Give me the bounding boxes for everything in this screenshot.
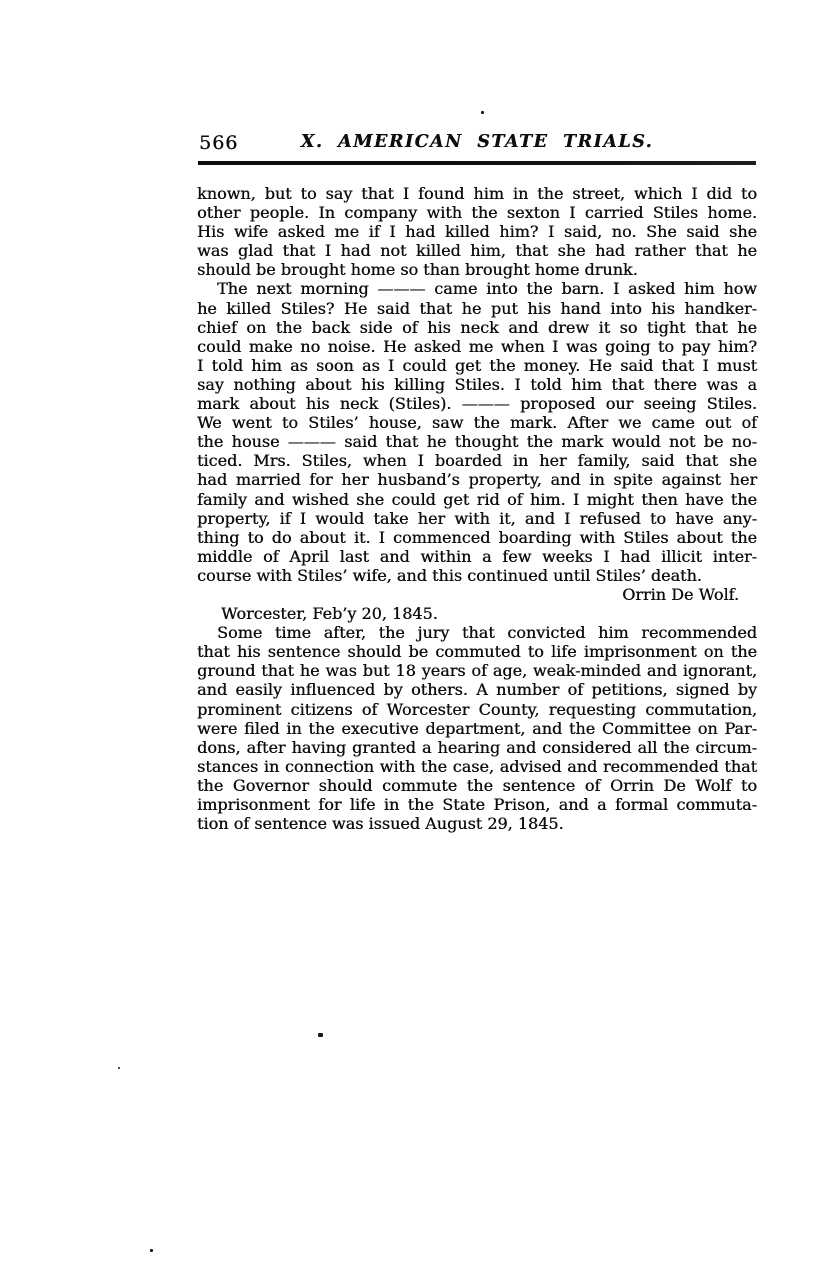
text-line: the house ——— said that he thought the mark would not be no-: [197, 432, 757, 452]
text-line: The next morning ——— came into the barn. I asked him how: [217, 279, 757, 299]
text-line: was glad that I had not killed him, that she had rather that he: [197, 241, 757, 261]
running-title: X. AMERICAN STATE TRIALS.: [300, 132, 654, 152]
text-line: family and wished she could get rid of him. I might then have the: [197, 489, 757, 509]
text-line: known, but to say that I found him in the street, which I did to: [197, 184, 757, 203]
text-line: thing to do about it. I commenced boarding with Stiles about the: [197, 527, 757, 547]
text-line: should be brought home so than brought home drunk.: [197, 260, 638, 280]
header-rule: [198, 161, 756, 165]
text-line: dons, after having granted a hearing and considered all the circum-: [197, 737, 757, 757]
text-line: Some time after, the jury that convicted him recommended: [217, 623, 757, 643]
text-line: property, if I would take her with it, and I refused to have any-: [197, 508, 757, 528]
text-line: ground that he was but 18 years of age, weak-minded and ignorant,: [197, 661, 757, 681]
text-line: he killed Stiles? He said that he put his hand into his handker-: [197, 298, 757, 318]
text-line: tion of sentence was issued August 29, 1845.: [197, 814, 564, 834]
scan-speck: [150, 1249, 153, 1252]
text-line: His wife asked me if I had killed him? I said, no. She said she: [197, 222, 757, 242]
text-line: chief on the back side of his neck and drew it so tight that he: [197, 317, 757, 337]
text-line: ticed. Mrs. Stiles, when I boarded in her family, said that she: [197, 451, 757, 471]
scan-speck: [318, 1033, 323, 1037]
text-line: mark about his neck (Stiles). ——— proposed our seeing Stiles.: [197, 394, 757, 414]
text-line: the Governor should commute the sentence of Orrin De Wolf to: [197, 775, 757, 795]
text-line: prominent citizens of Worcester County, requesting commutation,: [197, 699, 757, 719]
text-line: could make no noise. He asked me when I was going to pay him?: [197, 336, 757, 356]
text-line: had married for her husband’s property, and in spite against her: [197, 470, 757, 490]
text-line: middle of April last and within a few weeks I had illicit inter-: [197, 546, 757, 566]
text-line: and easily influenced by others. A number of petitions, signed by: [197, 680, 757, 700]
scan-speck: [118, 1067, 120, 1069]
text-line: stances in connection with the case, advised and recommended that: [197, 756, 757, 776]
page-number: 566: [199, 132, 239, 154]
text-line: other people. In company with the sexton I carried Stiles home.: [197, 203, 757, 223]
text-line: course with Stiles’ wife, and this continued until Stiles’ death.: [197, 565, 702, 585]
scan-speck: [481, 111, 484, 114]
text-line: We went to Stiles’ house, saw the mark. After we came out of: [197, 413, 757, 433]
dateline: Worcester, Feb’y 20, 1845.: [221, 604, 438, 624]
running-head: [197, 130, 757, 160]
body-text: [197, 184, 757, 833]
signature-line: Orrin De Wolf.: [622, 584, 739, 604]
text-line: that his sentence should be commuted to life imprisonment on the: [197, 642, 757, 662]
text-line: imprisonment for life in the State Prison, and a formal commuta-: [197, 795, 757, 814]
text-line: say nothing about his killing Stiles. I told him that there was a: [197, 374, 757, 394]
text-line: I told him as soon as I could get the money. He said that I must: [197, 355, 757, 375]
text-line: were filed in the executive department, and the Committee on Par-: [197, 718, 757, 738]
